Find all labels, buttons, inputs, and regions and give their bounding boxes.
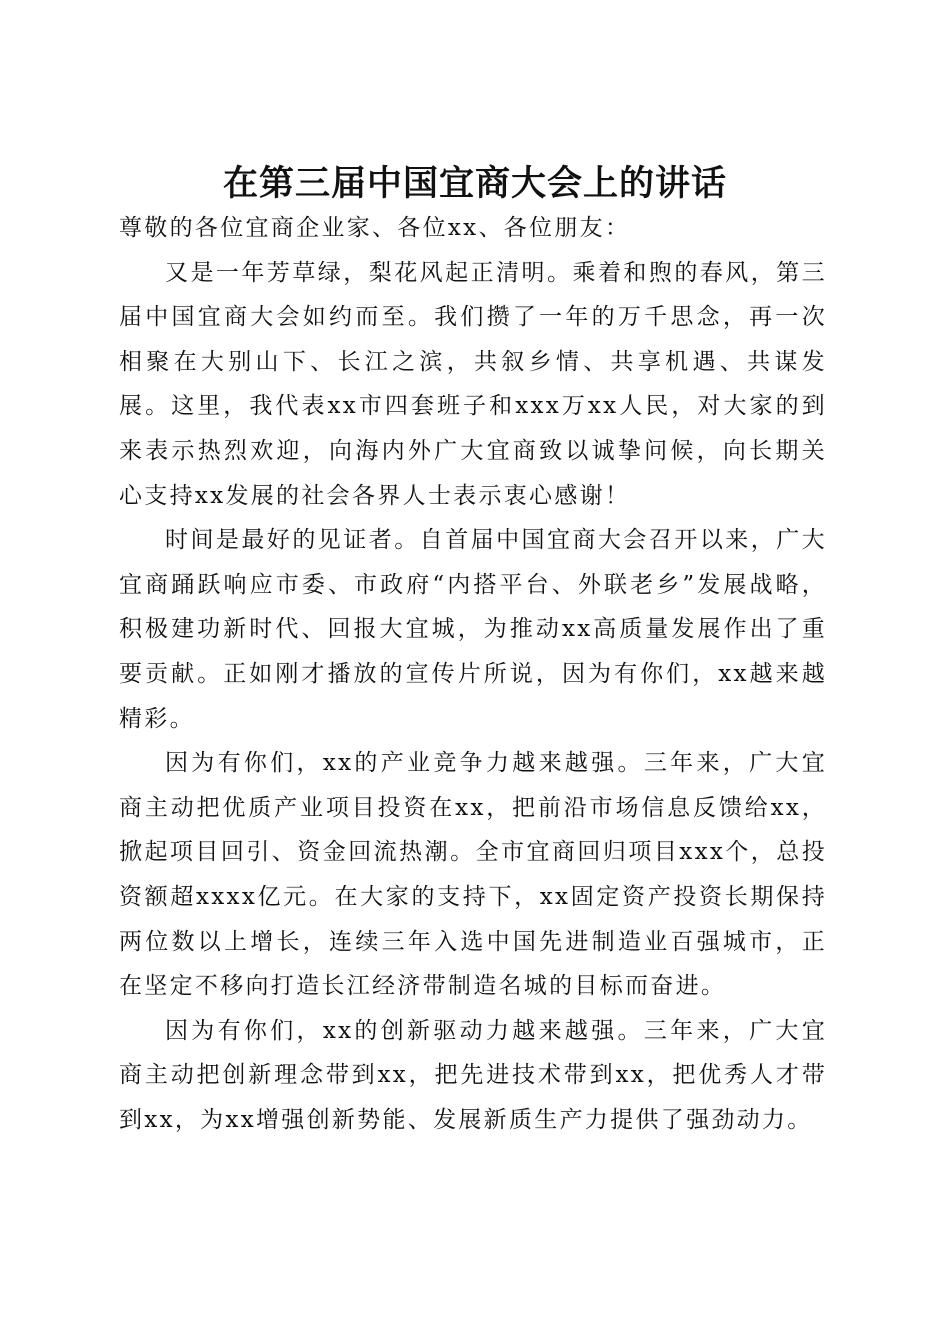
speech-body xyxy=(119,206,827,1142)
paragraph: 时间是最好的见证者。自首届中国宜商大会召开以来，广大宜商踊跃响应市委、市政府“内搭平台、外联老乡”发展战略，积极建功新时代、回报大宜城，为推动xx高质量发展作出了重要贡献。正如刚才播放的宣传片所说，因为有你们，xx越来越精彩。 xyxy=(119,527,827,732)
paragraph: 因为有你们，xx的创新驱动力越来越强。三年来，广大宜商主动把创新理念带到xx，把先进技术带到xx，把优秀人才带到xx，为xx增强创新势能、发展新质生产力提供了强劲动力。 xyxy=(119,1017,827,1133)
paragraph: 因为有你们，xx的产业竞争力越来越强。三年来，广大宜商主动把优质产业项目投资在xx，把前沿市场信息反馈给xx，掀起项目回引、资金回流热潮。全市宜商回归项目xxx个，总投资额超xxxx亿元。在大家的支持下，xx固定资产投资长期保持两位数以上增长，连续三年入选中国先进制造业百强城市，正在坚定不移向打造长江经济带制造名城的目标而奋进。 xyxy=(119,750,827,1000)
page-title: 在第三届中国宜商大会上的讲话 xyxy=(222,163,727,205)
salutation: 尊敬的各位宜商企业家、各位xx、各位朋友： xyxy=(119,215,631,241)
paragraph: 又是一年芳草绿，梨花风起正清明。乘着和煦的春风，第三届中国宜商大会如约而至。我们攒了一年的万千思念，再一次相聚在大别山下、长江之滨，共叙乡情、共享机遇、共谋发展。这里，我代表xx市四套班子和xxx万xx人民，对大家的到来表示热烈欢迎，向海内外广大宜商致以诚挚问候，向长期关心支持xx发展的社会各界人士表示衷心感谢！ xyxy=(119,259,827,509)
